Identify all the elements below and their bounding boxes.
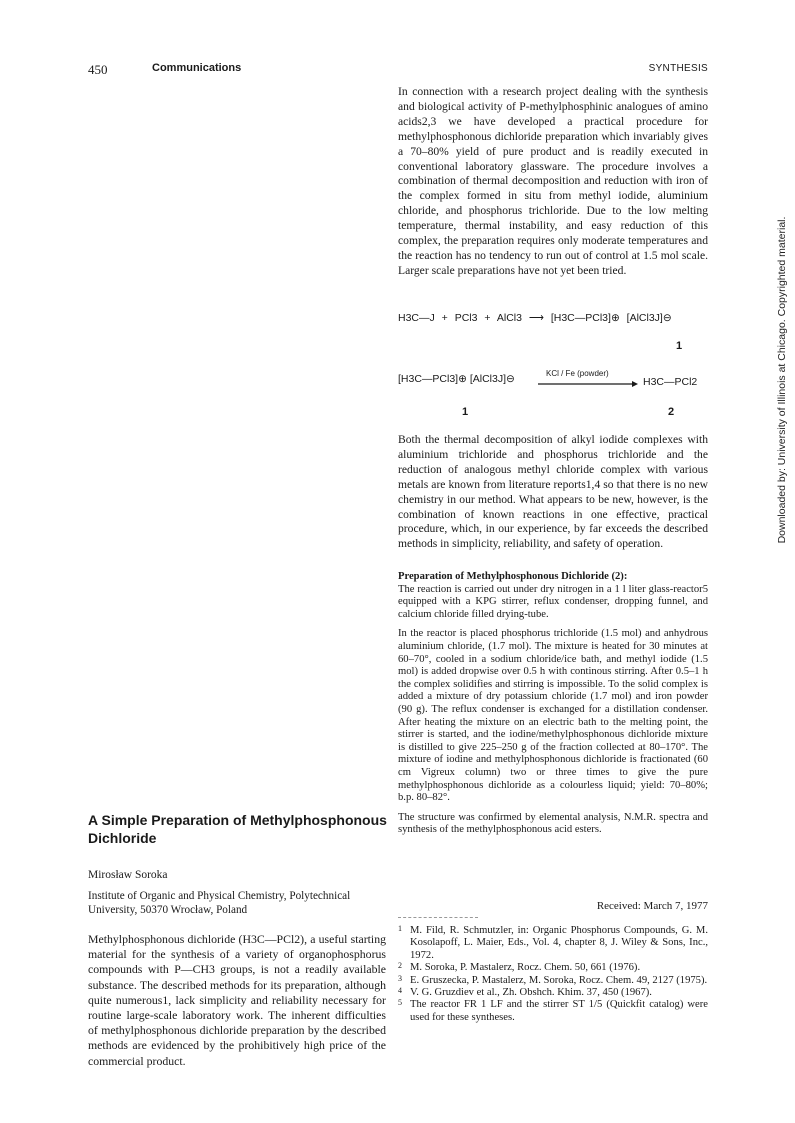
equation-1-product-number: 1	[676, 340, 683, 352]
preparation-heading: Preparation of Methylphosphonous Dichloride (2):	[398, 571, 628, 582]
preparation-section	[398, 571, 708, 844]
section-label: Communications	[152, 62, 242, 74]
reference-number: 3	[398, 973, 402, 983]
reference-item	[398, 962, 708, 974]
reference-number: 5	[398, 998, 402, 1008]
preparation-confirmation: The structure was confirmed by elemental analysis, N.M.R. spectra and synthesis of the methylphosphonous acid esters.	[398, 811, 708, 836]
reference-item	[398, 987, 708, 999]
reference-text: The reactor FR 1 LF and the stirrer ST 1/5 (Quickfit catalog) were used for these syntheses.	[410, 999, 708, 1023]
equation-1: H3C—J + PCl3 + AlCl3 ⟶ [H3C—PCl3]⊕ [AlCl3J]⊖	[398, 312, 672, 324]
article-author: Mirosław Soroka	[88, 869, 168, 881]
reference-text: V. G. Gruzdiev et al., Zh. Obshch. Khim. 37, 450 (1967).	[410, 987, 652, 999]
preparation-setup: The reaction is carried out under dry nitrogen in a 1 l liter glass-reactor5 equipped with a KPG stirrer, reflux condenser, dropping funnel, and calcium chloride filled drying-tube.	[398, 583, 708, 620]
reference-text: E. Gruszecka, P. Mastalerz, M. Soroka, Rocz. Chem. 49, 2127 (1975).	[410, 974, 708, 986]
received-date: Received: March 7, 1977	[596, 900, 708, 912]
reference-item	[398, 999, 708, 1024]
article-abstract: Methylphosphonous dichloride (H3C—PCl2), a useful starting material for the synthesis of a variety of organophosphorus compounds with P—CH3 groups, is not a readily available substance. The described methods for its preparation, although quite numerous1, lack simplicity and reliability necessary for routine large-scale laboratory work. The inherent difficulties of methylphosphonous dichloride preparation by the described methods are evidenced by the prohibitively high price of the commercial product.	[88, 932, 386, 1068]
reference-number: 4	[398, 986, 402, 996]
reference-number: 1	[398, 924, 402, 933]
journal-name: SYNTHESIS	[648, 63, 708, 74]
reference-item	[398, 925, 708, 962]
equation-2-product: H3C—PCl2	[643, 376, 698, 388]
reference-text: M. Fild, R. Schmutzler, in: Organic Phosphorus Compounds, G. M. Kosolapoff, L. Maier, Eds., Vol. 4, chapter 8, J. Wiley & Sons, Inc., 1972.	[410, 925, 708, 961]
reaction-arrow	[538, 380, 638, 388]
intro-paragraph: In connection with a research project dealing with the synthesis and biological activity of P-methylphosphinic analogues of amino acids2,3 we have developed a practical procedure for methylphosphonous dichloride preparation which invariably gives a 70–80% yield of pure product and is readily executed in conventional laboratory glassware. The procedure involves a combination of thermal decomposition and reduction with iron of the complex formed in situ from methyl iodide, aluminium chloride, and phosphorus trichloride. Due to the low melting temperature, thermal instability, and easy reduction of this complex, the preparation requires only moderate temperatures and the reaction has no tendency to run out of control at 1.5 mol scale. Larger scale preparations have not yet been tried.	[398, 85, 708, 277]
reference-item	[398, 975, 708, 987]
reference-text: M. Soroka, P. Mastalerz, Rocz. Chem. 50, 661 (1976).	[410, 962, 641, 974]
reaction-scheme	[398, 312, 708, 417]
references-list	[398, 925, 708, 1024]
discussion-paragraph: Both the thermal decomposition of alkyl iodide complexes with aluminium trichloride and phosphorus trichloride and the reduction of analogous methyl chloride complex with various metals are known from literature reports1,4 so that there is no new chemistry in our method. What appears to be new, however, is the combination of known reactions in one effective, practical procedure, which, in our experience, by far exceeds the described methods in simplicity, reliability, and safety of operation.	[398, 433, 708, 551]
reference-number: 2	[398, 961, 402, 971]
arrow-label: KCl / Fe (powder)	[546, 369, 609, 378]
equation-2-product-number: 2	[668, 406, 675, 418]
article-title: A Simple Preparation of Methylphosphonous Dichloride	[88, 812, 387, 846]
preparation-procedure: In the reactor is placed phosphorus trichloride (1.5 mol) and anhydrous aluminium chloride, (1.7 mol). The mixture is heated for 30 minutes at 60–70°, cooled in a sodium chloride/ice bath, and methyl iodide (1.5 mol) is added dropwise over 0.5 h with continous stirring. After 0.5–1 h the complex solidifies and stirring is impossible. To the solid complex is added a mixture of dry potassium chloride (1.7 mol) and iron powder (90 g). The reflux condenser is exchanged for a distillation condenser. After heating the mixture on an electric bath to the melting point, the stirrer is started, and the iodine/methylphosphonous dichloride mixture is distilled to give 225–250 g of the fraction collected at 80–170°. The mixture of iodine and methylphosphonous dichloride is fractionated (60 cm Vigreux column) two or three times to give the pure methylphosphonous dichloride as a colourless liquid; yield: 70–80%; b.p. 80–82°.	[398, 628, 708, 804]
article-affiliation: Institute of Organic and Physical Chemistry, Polytechnical University, 50370 Wrocław, Poland	[88, 890, 351, 916]
equation-2-reactant-number: 1	[462, 406, 469, 418]
references-divider	[398, 917, 478, 918]
equation-2-reactant: [H3C—PCl3]⊕ [AlCl3J]⊖	[398, 373, 515, 385]
page-number: 450	[88, 62, 108, 77]
download-notice: Downloaded by: University of Illinois at Chicago. Copyrighted material.	[776, 216, 788, 544]
running-head	[88, 62, 708, 78]
